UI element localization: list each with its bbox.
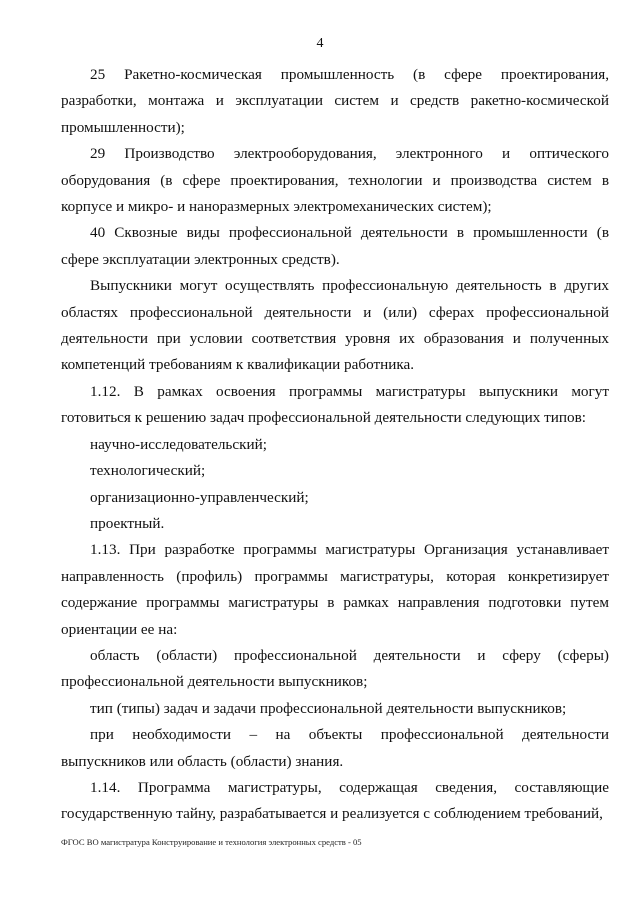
list-item-orientation: тип (типы) задач и задачи профессиональной деятельности выпускников; [90,699,567,717]
paragraph-area-25: 25 Ракетно-космическая промышленность (в сфере проектирования, разработки, монтажа и эксплуатации систем и средств ракетно-космической промышленности); [61,66,609,136]
list-item-task-type: научно-исследовательский; [90,435,267,453]
list-item-orientation: при необходимости – на объекты профессиональной деятельности выпускников или область (области) знания. [61,726,609,770]
list-item-task-type: проектный. [90,514,165,532]
list-item-task-type: технологический; [90,462,206,480]
list-item-orientation: область (области) профессиональной деятельности и сферу (сферы) профессиональной деятельности выпускников; [61,646,609,691]
page-footer: ФГОС ВО магистратура Конструирование и технология электронных средств - 05 [61,837,362,847]
body-text [61,62,609,828]
paragraph-area-29: 29 Производство электрооборудования, электронного и оптического оборудования (в сфере проектирования, технологии и производства систем в корпусе и микро- и наноразмерных электромеханических систем); [61,145,609,216]
page-number: 4 [316,36,324,51]
list-item-task-type: организационно-управленческий; [90,488,309,506]
paragraph-other-areas: Выпускники могут осуществлять профессиональную деятельность в других областях профессиональной деятельности и (или) сферах профессиональной деятельности при условии соответствия уровня их образования и полученных компетенций требованиям к квалификации работника. [61,277,609,374]
paragraph-area-40: 40 Сквозные виды профессиональной деятельности в промышленности (в сфере эксплуатации электронных средств). [61,224,609,268]
paragraph-1-13: 1.13. При разработке программы магистратуры Организация устанавливает направленность (профиль) программы магистратуры, которая конкретизирует содержание программы магистратуры в рамках направления подготовки путем ориентации ее на: [61,541,609,638]
paragraph-1-14: 1.14. Программа магистратуры, содержащая сведения, составляющие государственную тайну, разрабатывается и реализуется с соблюдением требований, [61,778,609,823]
paragraph-1-12: 1.12. В рамках освоения программы магистратуры выпускники могут готовиться к решению задач профессиональной деятельности следующих типов: [61,382,609,427]
